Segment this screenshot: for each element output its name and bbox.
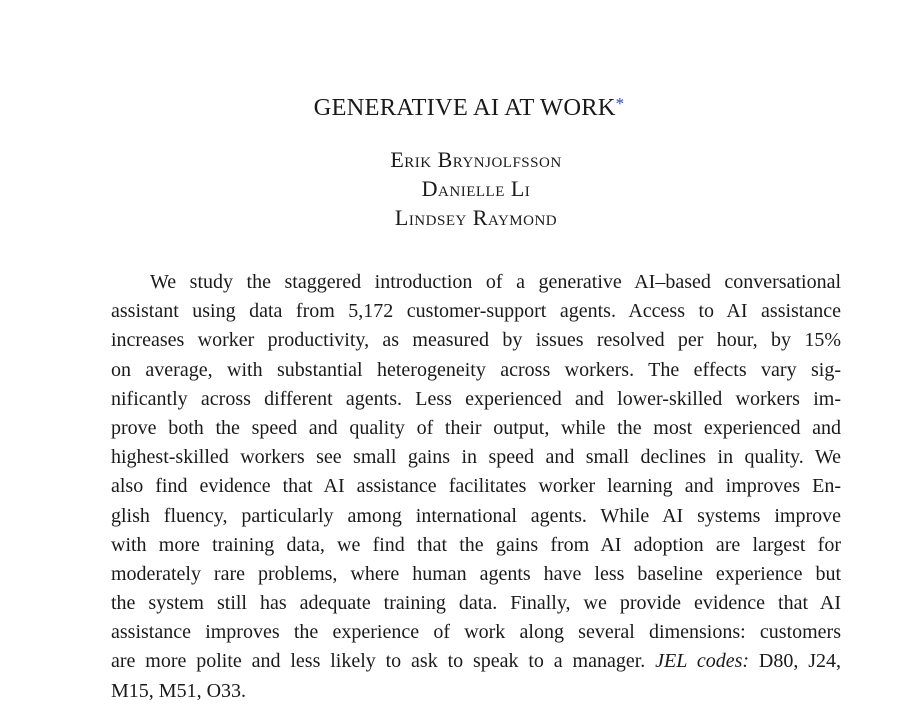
title-footnote-link[interactable]: *	[615, 94, 625, 113]
abstract-line: on average, with substantial heterogeneity across workers. The effects vary sig-	[111, 358, 841, 381]
jel-codes: D80, J24,	[749, 650, 842, 673]
title-text: GENERATIVE AI AT WORK	[313, 94, 616, 121]
abstract-text: are more polite and less likely to ask to speak to a manager.	[111, 650, 656, 673]
abstract-line	[111, 647, 841, 676]
abstract-line: glish fluency, particularly among international agents. While AI systems improve	[111, 504, 841, 527]
abstract-line: assistant using data from 5,172 customer-support agents. Access to AI assistance	[111, 300, 841, 323]
abstract-line: prove both the speed and quality of their output, while the most experienced and	[111, 416, 841, 439]
abstract-line: moderately rare problems, where human agents have less baseline experience but	[111, 562, 841, 585]
author-name: Erik Brynjolfsson	[390, 147, 562, 172]
abstract-line: also find evidence that AI assistance facilitates worker learning and improves En-	[111, 475, 841, 498]
jel-label: JEL codes:	[655, 650, 750, 673]
abstract-line: We study the staggered introduction of a generative AI–based conversational	[150, 271, 841, 293]
author-name: Danielle Li	[421, 176, 531, 201]
author-list	[0, 145, 910, 232]
abstract-line: nificantly across different agents. Less experienced and lower-skilled workers im-	[111, 387, 841, 410]
abstract	[111, 268, 841, 706]
abstract-line: increases worker productivity, as measured by issues resolved per hour, by 15%	[111, 329, 841, 352]
author-name: Lindsey Raymond	[394, 205, 558, 230]
abstract-line: M15, M51, O33.	[111, 679, 247, 702]
abstract-line: highest-skilled workers see small gains in speed and small declines in quality. We	[111, 446, 841, 469]
paper-title	[0, 94, 910, 122]
abstract-line: with more training data, we find that the gains from AI adoption are largest for	[111, 533, 841, 556]
abstract-line: the system still has adequate training data. Finally, we provide evidence that AI	[111, 592, 841, 615]
abstract-line: assistance improves the experience of work along several dimensions: customers	[111, 621, 841, 644]
